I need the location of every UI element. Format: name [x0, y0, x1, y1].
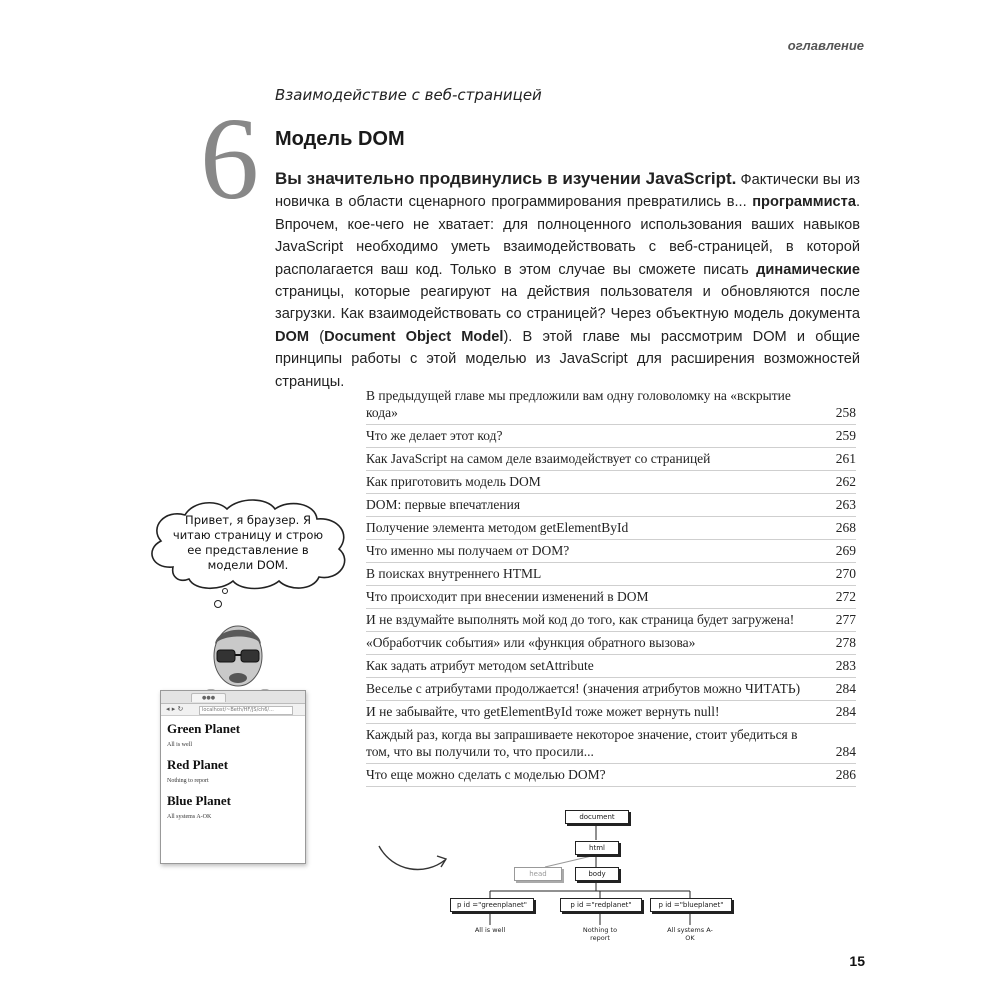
toc-row[interactable]	[366, 563, 856, 586]
intro-lead: Вы значительно продвинулись в изучении JavaScript.	[275, 169, 737, 188]
dom-text-node: Nothing to report	[582, 926, 618, 942]
dom-text-node: All is well	[474, 926, 506, 934]
intro-emphasis: Document Object Model	[324, 328, 504, 345]
dom-node-p-greenplanet: p id ="greenplanet"	[450, 898, 534, 912]
planet-heading: Green Planet	[167, 721, 241, 736]
intro-text: Фактически вы из новичка в области сценарного программирования превратились в...	[275, 172, 860, 211]
toc-page: 284	[835, 704, 856, 719]
toc-page: 263	[835, 497, 856, 512]
toc-row[interactable]	[366, 678, 856, 701]
toc-title: Как приготовить модель DOM	[366, 474, 541, 489]
toc-title: И не вздумайте выполнять мой код до того, как страница будет загружена!	[366, 612, 795, 627]
running-header: оглавление	[787, 38, 864, 53]
toc-row[interactable]	[366, 471, 856, 494]
planet-heading: Blue Planet	[167, 793, 231, 808]
intro-emphasis: динамические	[756, 261, 860, 278]
curved-arrow-icon	[375, 840, 455, 880]
toc-row[interactable]	[366, 609, 856, 632]
toc-page: 268	[835, 520, 856, 535]
dom-node-p-redplanet: p id ="redplanet"	[560, 898, 642, 912]
dom-node-head: head	[514, 867, 562, 881]
toc-title: Как задать атрибут методом setAttribute	[366, 658, 594, 673]
chapter-title: Модель DOM	[275, 128, 405, 150]
browser-titlebar	[161, 691, 305, 704]
toc-row[interactable]	[366, 385, 856, 425]
thought-dot	[222, 588, 228, 594]
toc-page: 277	[835, 612, 856, 627]
toc-row[interactable]	[366, 425, 856, 448]
toc-title: «Обработчик события» или «функция обратного вызова»	[366, 635, 696, 650]
planet-text: All systems A-OK	[167, 814, 212, 820]
page-number: 15	[849, 953, 865, 969]
toc-row[interactable]	[366, 701, 856, 724]
toc-title: Что происходит при внесении изменений в DOM	[366, 589, 649, 604]
toc-row[interactable]	[366, 448, 856, 471]
browser-window	[160, 690, 306, 864]
dom-node-p-blueplanet: p id ="blueplanet"	[650, 898, 732, 912]
toc-title: DOM: первые впечатления	[366, 497, 521, 512]
dom-text-node: All systems A-OK	[667, 926, 713, 942]
intro-emphasis: программиста	[752, 194, 856, 211]
intro-text: . Впрочем, кое-чего не хватает: для полноценного использования ваших навыков JavaScript необходимо уметь взаимодействовать с веб-страницей, в которой располагается ваш код. Только в этом случае вы сможете писать	[275, 194, 860, 278]
toc-title: Каждый раз, когда вы запрашиваете некоторое значение, стоит убедиться в том, что вы получили то, что просили...	[366, 727, 798, 759]
intro-text: страницы, которые реагируют на действия пользователя и обновляются после загрузки. Как взаимодействовать со страницей? Через объектную модель документа	[275, 284, 860, 323]
toc-page: 286	[835, 767, 856, 782]
toc-row[interactable]	[366, 655, 856, 678]
dom-tree-diagram	[450, 805, 750, 955]
toc-page: 270	[835, 566, 856, 581]
toc-row[interactable]	[366, 724, 856, 764]
planet-text: Nothing to report	[167, 778, 209, 784]
toc-page: 259	[835, 428, 856, 443]
chapter-kicker: Взаимодействие с веб-страницей	[275, 86, 542, 104]
toc-row[interactable]	[366, 540, 856, 563]
toc-page: 278	[835, 635, 856, 650]
intro-emphasis: DOM	[275, 328, 310, 345]
toc-page: 258	[835, 405, 856, 420]
bubble-text: Привет, я браузер. Я читаю страницу и строю ее представление в модели DOM.	[172, 513, 324, 572]
toc-page: 262	[835, 474, 856, 489]
toc-row[interactable]	[366, 764, 856, 787]
chapter-number: 6	[200, 93, 259, 224]
toc-row[interactable]	[366, 494, 856, 517]
planet-heading: Red Planet	[167, 757, 229, 772]
browser-content	[161, 716, 305, 832]
toc-title: Что именно мы получаем от DOM?	[366, 543, 570, 558]
toc-title: И не забывайте, что getElementById тоже может вернуть null!	[366, 704, 720, 719]
table-of-contents	[366, 385, 856, 787]
intro-text: (	[309, 328, 325, 345]
toc-row[interactable]	[366, 632, 856, 655]
intro-text: ). В этой главе мы рассмотрим DOM и общие принципы работы с этой моделью из JavaScript для расширения возможностей страницы.	[275, 328, 861, 390]
toc-title: В предыдущей главе мы предложили вам одну головоломку на «вскрытие кода»	[366, 388, 791, 420]
toc-title: Получение элемента методом getElementById	[366, 520, 629, 535]
toc-page: 269	[835, 543, 856, 558]
nav-arrows-icon: ◂ ▸ ↻	[166, 705, 184, 713]
browser-toolbar	[161, 704, 305, 716]
toc-title: В поисках внутреннего HTML	[366, 566, 542, 581]
thought-dot	[214, 600, 222, 608]
toc-page: 283	[835, 658, 856, 673]
toc-page: 261	[835, 451, 856, 466]
toc-title: Что же делает этот код?	[366, 428, 503, 443]
person-illustration	[195, 620, 281, 700]
toc-page: 272	[835, 589, 856, 604]
toc-row[interactable]	[366, 586, 856, 609]
toc-page: 284	[835, 744, 856, 759]
toc-title: Что еще можно сделать с моделью DOM?	[366, 767, 606, 782]
intro-paragraph	[275, 168, 860, 393]
planet-text: All is well	[167, 742, 192, 748]
dom-node-html: html	[575, 841, 619, 855]
address-bar: localhost/~Beth/HF/JS/ch6/...	[199, 706, 293, 715]
dom-node-body: body	[575, 867, 619, 881]
toc-row[interactable]	[366, 517, 856, 540]
toc-title: Веселье с атрибутами продолжается! (значения атрибутов можно ЧИТАТЬ)	[366, 681, 801, 696]
browser-tab: ●●●	[191, 693, 226, 702]
dom-node-document: document	[565, 810, 629, 824]
toc-page: 284	[835, 681, 856, 696]
toc-title: Как JavaScript на самом деле взаимодействует со страницей	[366, 451, 711, 466]
